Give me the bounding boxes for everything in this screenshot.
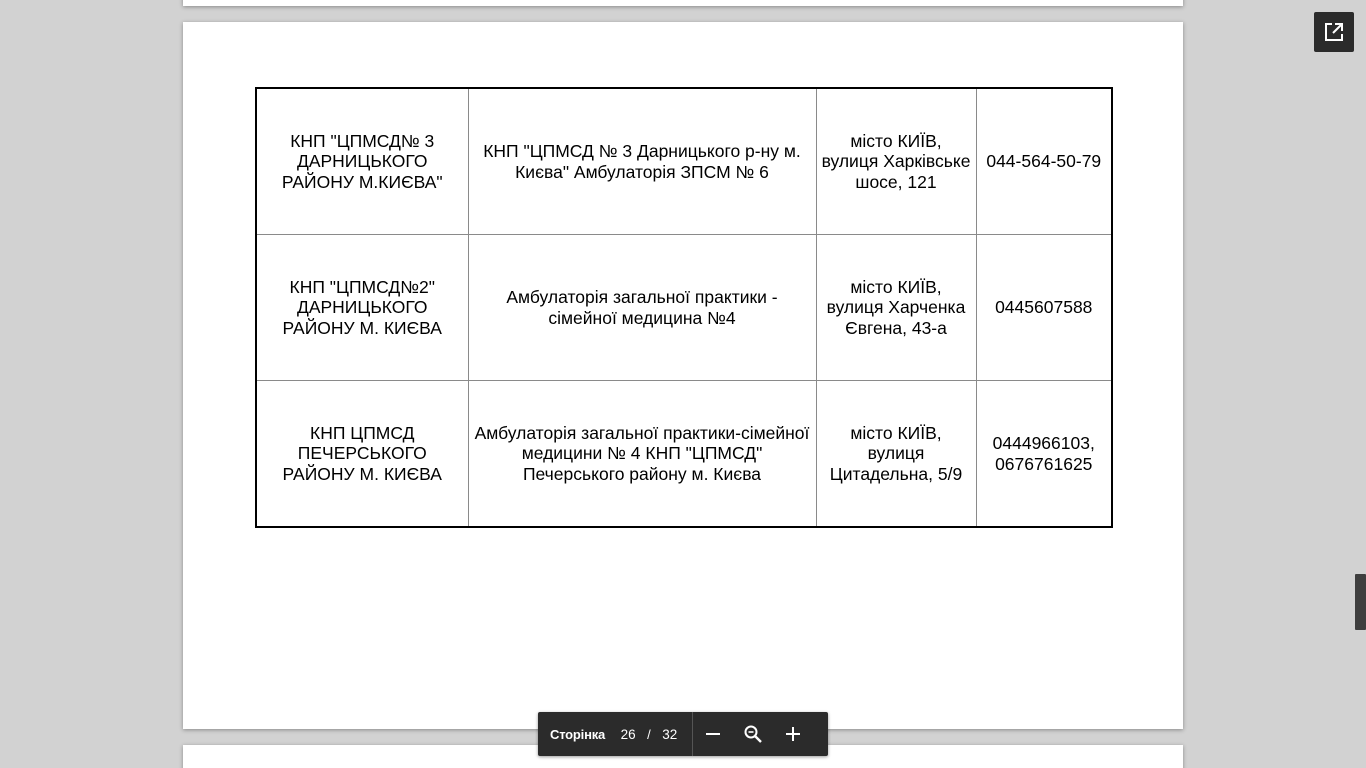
zoom-in-button[interactable] — [773, 712, 813, 756]
phone-cell: 0444966103, 0676761625 — [976, 381, 1112, 528]
page-label: Сторінка — [550, 726, 606, 742]
scrollbar-thumb[interactable] — [1355, 574, 1366, 630]
table-row — [256, 381, 1112, 528]
organization-cell: КНП "ЦПМСД№ 3 ДАРНИЦЬКОГО РАЙОНУ М.КИЄВА" — [256, 88, 468, 235]
address-cell: місто КИЇВ, вулиця Харківське шосе, 121 — [816, 88, 976, 235]
address-cell: місто КИЇВ, вулиця Харченка Євгена, 43-а — [816, 235, 976, 381]
page-indicator — [538, 712, 692, 756]
phone-cell: 044-564-50-79 — [976, 88, 1112, 235]
table-row — [256, 88, 1112, 235]
facility-cell: Амбулаторія загальної практики - сімейної медицина №4 — [468, 235, 816, 381]
minus-icon — [704, 725, 722, 743]
clinics-table — [255, 87, 1113, 528]
previous-page — [183, 0, 1183, 6]
table-row — [256, 235, 1112, 381]
plus-icon — [784, 725, 802, 743]
zoom-reset-button[interactable] — [733, 712, 773, 756]
address-cell: місто КИЇВ, вулиця Цитадельна, 5/9 — [816, 381, 976, 528]
facility-cell: Амбулаторія загальної практики-сімейної медицини № 4 КНП "ЦПМСД" Печерського району м. Києва — [468, 381, 816, 528]
magnifier-icon — [743, 724, 763, 744]
phone-cell: 0445607588 — [976, 235, 1112, 381]
open-in-new-window-button[interactable] — [1314, 12, 1354, 52]
open-in-new-icon — [1323, 21, 1345, 43]
zoom-out-button[interactable] — [693, 712, 733, 756]
organization-cell: КНП ЦПМСД ПЕЧЕРСЬКОГО РАЙОНУ М. КИЄВА — [256, 381, 468, 528]
total-pages: 32 — [662, 726, 678, 742]
viewer-toolbar — [538, 712, 828, 756]
organization-cell: КНП "ЦПМСД№2" ДАРНИЦЬКОГО РАЙОНУ М. КИЄВА — [256, 235, 468, 381]
facility-cell: КНП "ЦПМСД № 3 Дарницького р-ну м. Києва" Амбулаторія ЗПСМ № 6 — [468, 88, 816, 235]
current-page — [183, 22, 1183, 729]
scrollbar-track[interactable] — [1354, 0, 1366, 768]
current-page-input[interactable]: 26 — [620, 726, 636, 742]
page-separator: / — [647, 726, 651, 742]
